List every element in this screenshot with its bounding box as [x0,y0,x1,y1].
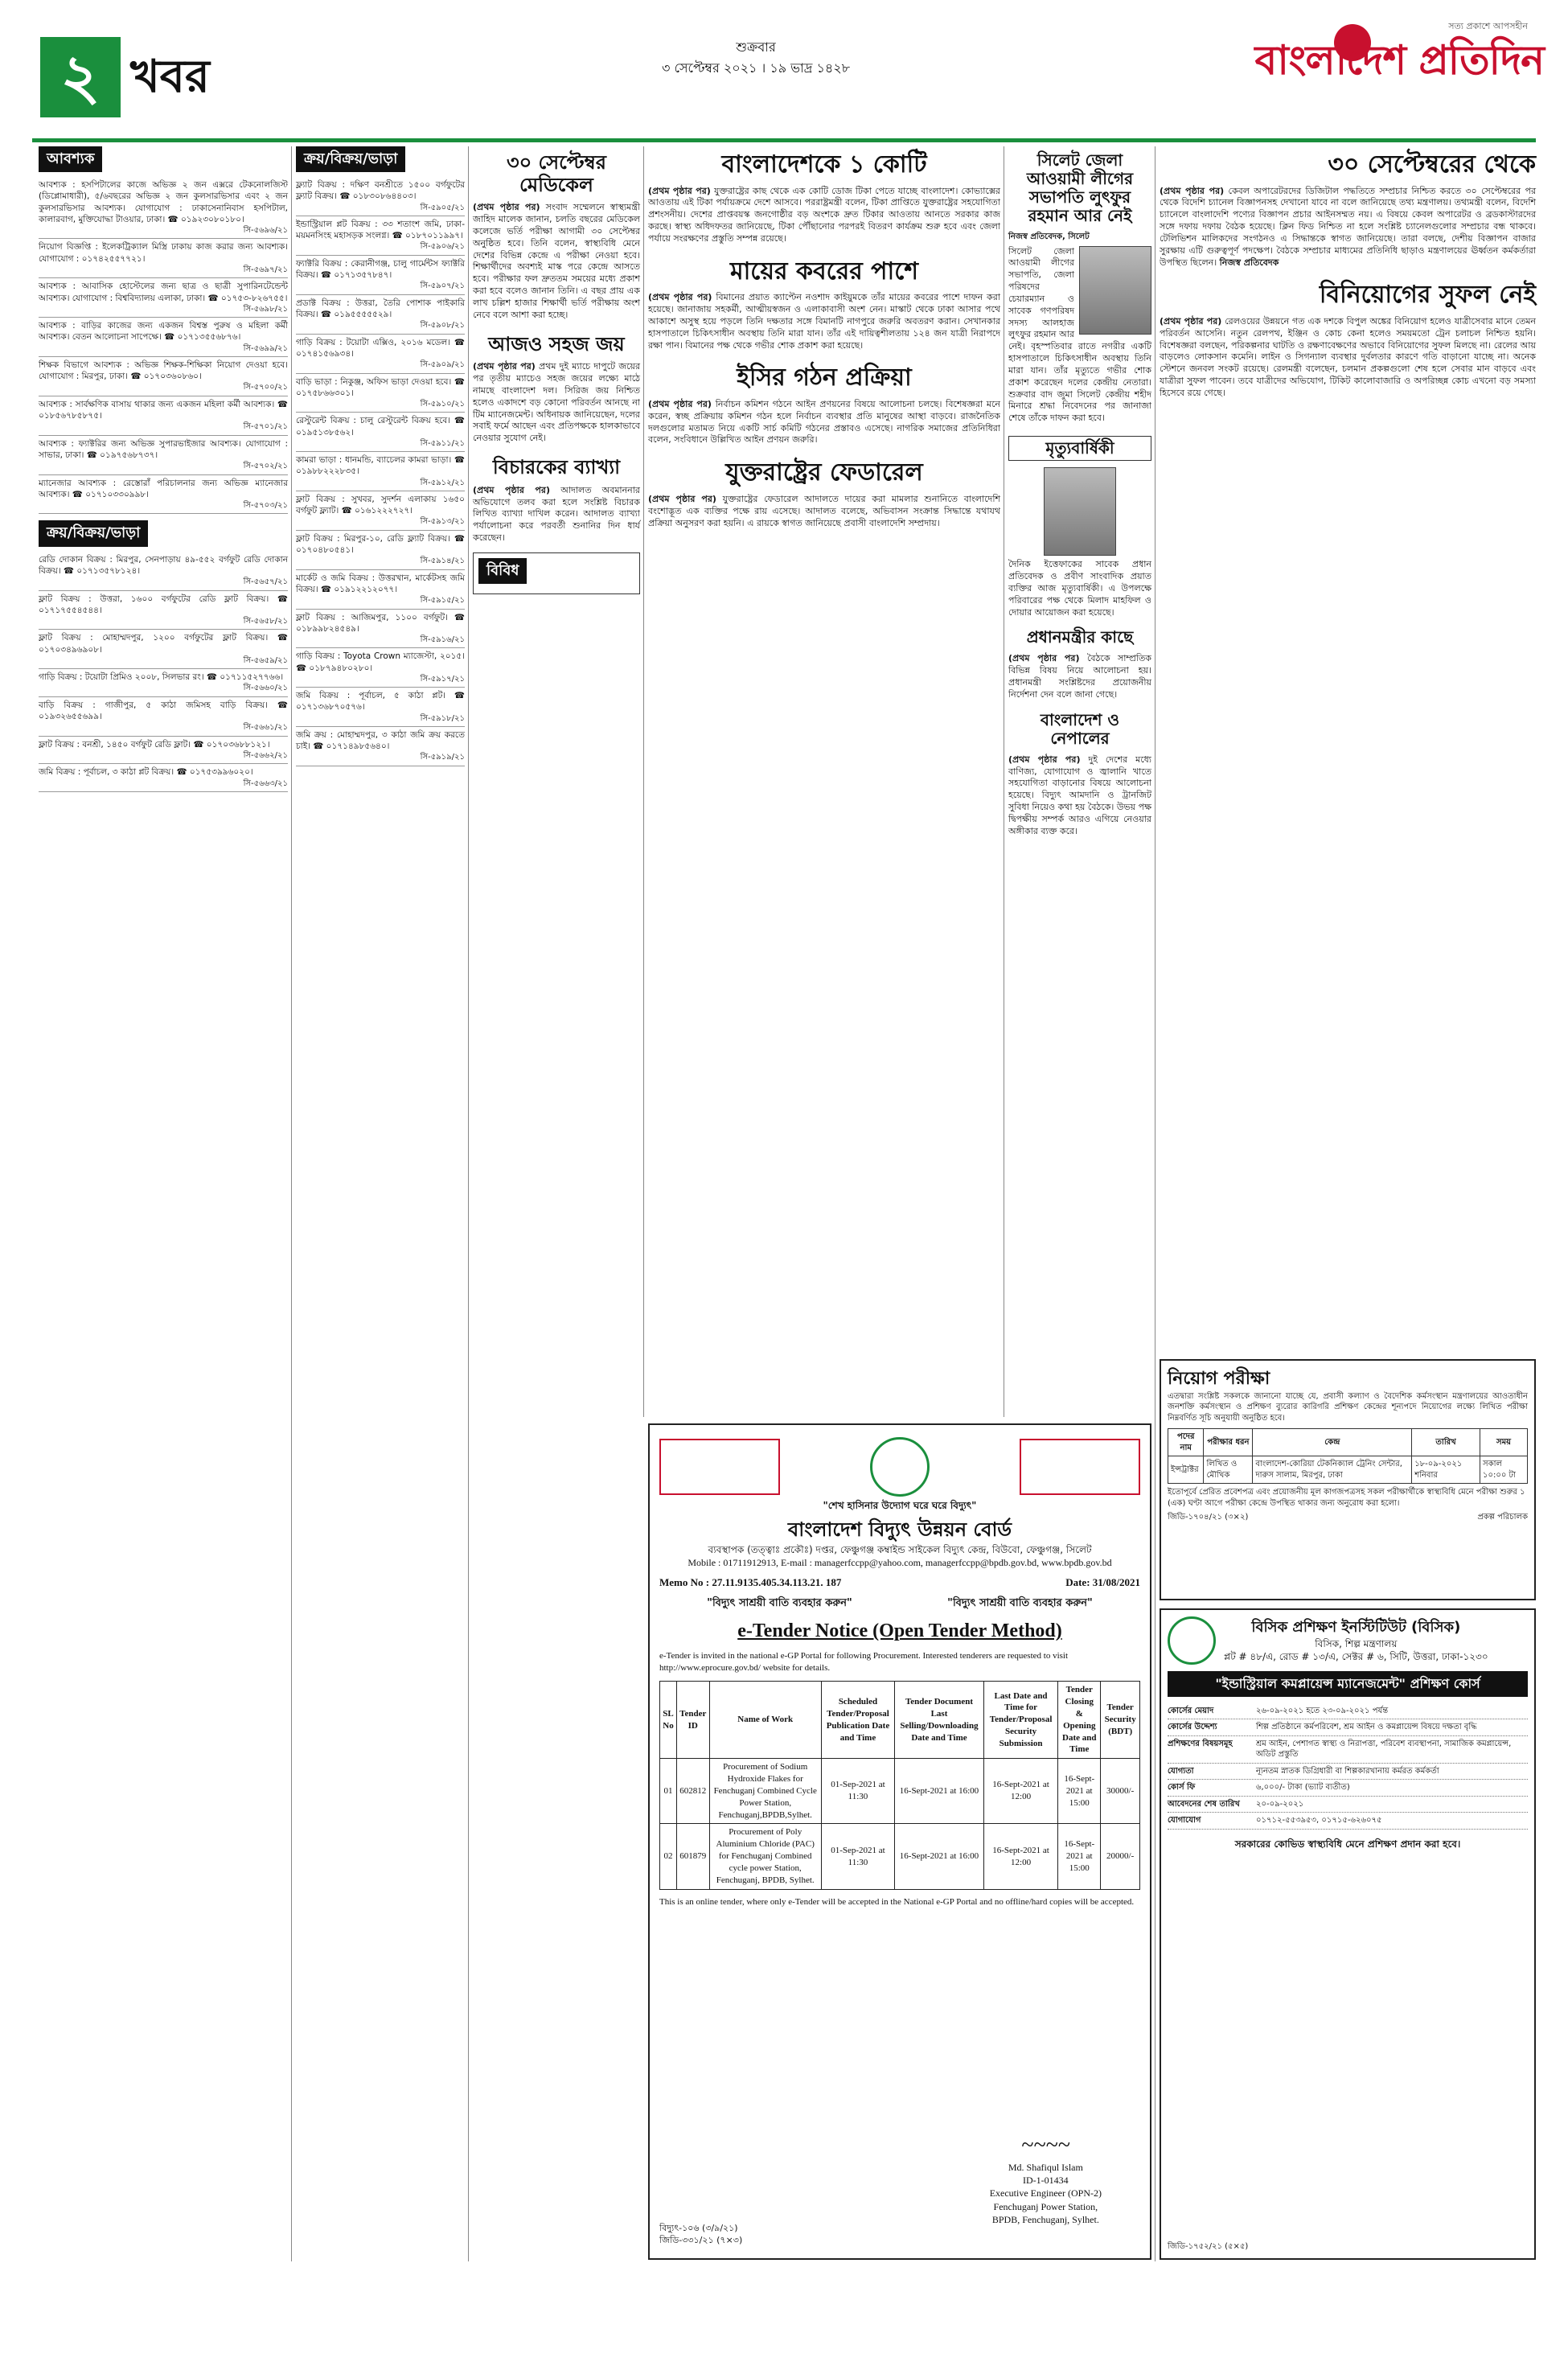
classified-text: রেডি দোকান বিক্রয় : মিরপুর, সেনপাড়ায় ৪৯-৫৫২ বর্গফুট রেডি দোকান বিক্রয়। ☎ ০১৭১৩৫৭৮১২৪। [39,554,288,576]
tender-logos [659,1435,1140,1499]
classified-code: সি-৫৯১৮/২১ [420,713,465,723]
classified-text: গাড়ি বিক্রয় : Toyota Crown ম্যাজেস্টা, ২০১৫। ☎ ০১৮৭৯৪৮০২৮০। [296,651,465,673]
tender-signer-addr: BPDB, Fenchuganj, Sylhet. [991,2213,1099,2225]
tender-org: বাংলাদেশ বিদ্যুৎ উন্নয়ন বোর্ড [787,1518,1012,1542]
tender-intro: e-Tender is invited in the national e-GP Portal for following Procurement. Interested tenderers are requested to visit http://www.eprocure.gov.bd/ website for details. [659,1651,1069,1674]
tender-cell: 602812 [677,1759,710,1824]
classified-code: সি-৫৭০৩/২১ [243,500,288,510]
classified-text: কামরা ভাড়া : ধানমন্ডি, ব্যাচেলর কামরা ভাড়া। ☎ ০১৯৮৮২২২৮৩৫। [296,455,465,477]
tender-date: Date: 31/08/2021 [1065,1575,1140,1588]
classified-text: গাড়ি বিক্রয় : টয়োটা প্রিমিও ২০০৮, সিলভার রং। ☎ ০১৭১১৫২৭৭৬৬। [39,672,284,683]
tender-memo-row [659,1575,1140,1590]
tender-slogan-right: "বিদ্যুৎ সাশ্রয়ী বাতি ব্যবহার করুন" [947,1596,1093,1609]
classified-ad [296,531,465,570]
classified-text: ফ্লাট বিক্রয় : মোহাম্মদপুর, ১২০০ বর্গফুটের ফ্লাট বিক্রয়। ☎ ০১৭০৩৪৯৬৯০৮। [39,633,288,655]
tender-cell: 02 [660,1824,677,1889]
classifieds-column-2 [296,146,465,766]
recruit-signer: প্রকল্প পরিচালক [1477,1513,1528,1522]
tender-signer-org: Fenchuganj Power Station, [993,2200,1098,2212]
story-body-sylhet: সিলেট জেলা আওয়ামী লীগের সভাপতি, জেলা পরিষদের চেয়ারম্যান ও সাবেক গণপরিষদ সদস্য আলহাজ লুৎফুর রহমান আর নেই। বৃহস্পতিবার রাতে নগরীর একটি হাসপাতালে চিকিৎসাধীন অবস্থায় তিনি মারা যান। তাঁর মৃত্যুতে গভীর শোক প্রকাশ করেছেন দলের কেন্দ্রীয় নেতারা। শুক্রবার বাদ জুমা সিলেট কেন্দ্রীয় শহীদ মিনারে শ্রদ্ধা নিবেদনের পর জানাজা শেষে তাঁকে দাফন করা হবে। [1008,245,1151,424]
story-column-3 [473,146,640,594]
classified-ad [39,475,288,515]
bscic-subtitle: বিসিক, শিল্প মন্ত্রণালয় [1315,1637,1398,1649]
brand [1254,21,1544,87]
story-body-vaccine: (প্রথম পৃষ্ঠার পর) যুক্তরাষ্ট্রের কাছ থেকে এক কোটি ডোজ টিকা পেতে যাচ্ছে বাংলাদেশ। কোভ্যাক্সের আওতায় এই টিকা পর্যায়ক্রমে দেশে আসবে। পররাষ্ট্রমন্ত্রী বলেন, টিকা প্রাপ্তিতে যুক্তরাষ্ট্রের সহযোগিতা প্রশংসনীয়। দেশের প্রাপ্তবয়স্ক জনগোষ্ঠীর বড় অংশকে দ্রুত টিকার আওতায় আনতে সরকার কাজ করছে। স্বাস্থ্য অধিদফতর জানিয়েছে, টিকা পৌঁছানোর পরপরই বিতরণ কার্যক্রম শুরু হবে এবং জেলা পর্যায়ে সংরক্ষণের প্রস্তুতি সম্পন্ন রয়েছে। [648,185,1000,244]
story-body-medical: (প্রথম পৃষ্ঠার পর) সংবাদ সম্মেলনে স্বাস্থ্যমন্ত্রী জাহিদ মালেক জানান, চলতি বছরের মেডিকেল কলেজে ভর্তি পরীক্ষা আগামী ৩০ সেপ্টেম্বর অনুষ্ঠিত হবে। তিনি বলেন, স্বাস্থ্যবিধি মেনে দেশের বিভিন্ন কেন্দ্রে এ পরীক্ষা নেওয়া হবে। শিক্ষার্থীদের অবশ্যই মাস্ক পরে কেন্দ্রে আসতে হবে। পরীক্ষার ফল দ্রুততম সময়ের মধ্যে প্রকাশ করা হবে বলেও জানান তিনি। এ বছর প্রায় এক লাখ চল্লিশ হাজার শিক্ষার্থী ভর্তি পরীক্ষায় অংশ নেবে বলে আশা করা হচ্ছে। [473,202,640,320]
classified-text: আবশ্যক : ফ্যাক্টরির জন্য অভিজ্ঞ সুপারভাইজার আবশ্যক। যোগাযোগ : সাভার, ঢাকা। ☎ ০১৯৭৫৬৮৭৩৭। [39,438,288,460]
recruit-cell: লিখিত ও মৌখিক [1204,1456,1253,1484]
classified-text: শিক্ষক বিভাগে আবশ্যক : অভিজ্ঞ শিক্ষক-শিক্ষিকা নিয়োগ দেওয়া হবে। যোগাযোগ : মিরপুর, ঢাকা। ☎ ০১৭০৩৬০৮৬০। [39,360,288,382]
bscic-row-label: কোর্সের মেয়াদ [1168,1706,1214,1715]
classified-ad [296,177,465,216]
story-title-judge: বিচারকের ব্যাখ্যা [492,455,621,479]
tender-signer-title: Executive Engineer (OPN-2) [989,2187,1102,2199]
tender-cell: 16-Sept-2021 at 12:00 [983,1759,1057,1824]
classified-text: ফ্লাট বিক্রয় : সুখবর, সুদর্শন এলাকায় ১৬৫০ বর্গফুট ফ্ল্যাট। ☎ ০১৬১২২২৭২৭। [296,495,465,516]
bscic-row [1168,1764,1528,1780]
classified-code: সি-৫৯১১/২১ [420,438,465,448]
classified-code: সি-৫৬৬০/২১ [243,684,288,693]
bscic-address: প্লট # ৪৮/এ, রোড # ১৩/এ, সেক্টর # ৬, সিটি, উত্তরা, ঢাকা-১২৩০ [1224,1651,1488,1663]
classified-code: সি-৫৬৫৯/২১ [243,655,288,665]
classified-text: বাড়ি ভাড়া : নিকুঞ্জ, অফিস ভাড়া দেওয়া হবে। ☎ ০১৭৫৮৬৬৩০১। [296,376,465,398]
bscic-row-value: শিল্প প্রতিষ্ঠানে কর্মপরিবেশ, শ্রম আইন ও কমপ্লায়েন্স বিষয়ে দক্ষতা বৃদ্ধি [1256,1723,1477,1732]
story-column-6 [1008,146,1151,838]
recruit-table-row [1168,1456,1528,1484]
bscic-row [1168,1736,1528,1764]
bscic-row-value: ৬,০০০/- টাকা (ভ্যাট ব্যতীত) [1256,1783,1350,1793]
classified-ad [296,610,465,649]
tender-cell: 20000/- [1101,1824,1140,1889]
tender-notice [648,1423,1151,2260]
tender-column-header: Tender Security (BDT) [1101,1682,1140,1759]
classified-ad [39,669,288,697]
bscic-course: "ইন্ডাস্ট্রিয়াল কমপ্লায়েন্স ম্যানেজমেন্ট" প্রশিক্ষণ কোর্স [1168,1671,1528,1697]
classified-code: সি-৫৭০১/২১ [243,422,288,432]
recruit-table-header [1168,1429,1528,1456]
tender-memo: Memo No : 27.11.9135.405.34.113.21. 187 [659,1575,842,1588]
classified-code: সি-৫৬৯৬/২১ [243,225,288,235]
story-body-cricket: (প্রথম পৃষ্ঠার পর) প্রথম দুই ম্যাচে দাপুটে জয়ের পর তৃতীয় ম্যাচেও সহজ জয়ের লক্ষ্যে মাঠে নামছে বাংলাদেশ দল। সিরিজ জয় নিশ্চিত হলেও একাদশে বড় কোনো পরিবর্তন আনছে না টিম ম্যানেজমেন্ট। অধিনায়ক জানিয়েছেন, দলের সবাই ফর্মে আছেন এবং প্রতিপক্ষকে হালকাভাবে নেওয়ার সুযোগ নেই। [473,361,640,444]
recruit-title: নিয়োগ পরীক্ষা [1168,1368,1270,1389]
bscic-row-label: যোগ্যতা [1168,1766,1194,1776]
classified-text: আবশ্যক : বাড়ির কাজের জন্য একজন বিশ্বস্ত পুরুষ ও মহিলা কর্মী আবশ্যক। বেতন আলোচনা সাপেক্ষে। ☎ ০১৭১৩৫৫৬৮৭৬। [39,321,288,343]
classified-code: সি-৫৬৬২/২১ [243,750,288,760]
tender-column-header: Tender Document Last Selling/Downloading Date and Time [895,1682,984,1759]
tender-cell: 01-Sep-2021 at 11:30 [821,1824,894,1889]
tender-column-header: Tender Closing & Opening Date and Time [1058,1682,1101,1759]
misc-box [473,552,640,594]
classified-ad [39,591,288,630]
classified-text: জমি বিক্রয় : পূর্বাচল, ৩ কাঠা প্লট বিক্রয়। ☎ ০১৭৫৩৯৯৬০২০। [39,767,253,778]
bscic-row-label: আবেদনের শেষ তারিখ [1168,1799,1240,1809]
bscic-row [1168,1813,1528,1830]
classified-code: সি-৫৯১৯/২১ [420,753,465,762]
classified-ad [296,491,465,531]
tender-row [660,1824,1140,1889]
recruit-column-header: পরীক্ষার ধরন [1204,1429,1253,1456]
date: ৩ সেপ্টেম্বর ২০২১ । ১৯ ভাদ্র ১৪২৮ [661,60,851,76]
story-column-7 [1160,146,1536,400]
tender-column-header: Tender ID [677,1682,710,1759]
classified-ad [39,436,288,475]
anniv-photo [1044,467,1116,556]
mujib-year-logo-icon [659,1439,780,1495]
bscic-row [1168,1703,1528,1720]
classified-text: ইন্ডাস্ট্রিয়াল প্লট বিক্রয় : ৩৩ শতাংশ জমি, ঢাকা-ময়মনসিংহ মহাসড়ক সংলগ্ন। ☎ ০১৮৭০১১৯৯৭। [296,220,465,241]
brand-tagline: সত্য প্রকাশে আপসহীন [1448,21,1528,31]
classified-text: ফ্যাক্টরি বিক্রয় : কেরানীগঞ্জ, চালু গার্মেন্টস ফ্যাক্টরি বিক্রয়। ☎ ০১৭১৩৫৭৮৪৭। [296,258,465,281]
story-body-us-federal: (প্রথম পৃষ্ঠার পর) যুক্তরাষ্ট্রের ফেডারেল আদালতে দায়ের করা মামলার শুনানিতে বাংলাদেশি বংশোদ্ভূত এক ব্যক্তির পক্ষে রায় এসেছে। আদালত বলেছে, অভিবাসন সংক্রান্ত সিদ্ধান্তে যথাযথ প্রক্রিয়া অনুসরণ করা হয়নি। এ রায়কে স্বাগত জানিয়েছে প্রবাসী বাংলাদেশি সম্প্রদায়। [648,493,1000,528]
recruit-cell: ১৮-০৯-২০২১ শনিবার [1412,1456,1480,1484]
classified-code: সি-৫৭০২/২১ [243,462,288,471]
column-rule [468,146,469,2261]
classifieds-column-1 [39,146,288,792]
classified-code: সি-৫৯১০/২১ [420,399,465,409]
tender-cell: 01-Sep-2021 at 11:30 [821,1759,894,1824]
story-title-investment: বিনিয়োগের সুফল নেই [1319,281,1536,310]
story-title-pm: প্রধানমন্ত্রীর কাছে [1026,627,1134,647]
story-byline-sylhet: নিজস্ব প্রতিবেদক, সিলেট [1008,232,1090,241]
recruit-cell: সকাল ১০:০০ টা [1480,1456,1528,1484]
recruit-cell: বাংলাদেশ-কোরিয়া টেকনিক্যাল ট্রেনিং সেন্টার, দারুস সালাম, মিরপুর, ঢাকা [1253,1456,1412,1484]
classified-ad [296,295,465,335]
classified-code: সি-৫৬৯৯/২১ [243,343,288,353]
classified-ad [296,727,465,766]
classified-head-needed: আবশ্যক [39,146,102,172]
classified-ad [296,452,465,491]
bscic-row [1168,1719,1528,1736]
tender-table-header [660,1682,1140,1759]
classified-head-sale-2: ক্রয়/বিক্রয়/ভাড়া [296,146,405,172]
classified-text: জমি ক্রয় : মোহাম্মদপুর, ৩ কাঠা জমি ক্রয় করতে চাই। ☎ ০১৭১৪৯৮৫৬৪০। [296,730,465,752]
classified-ad [39,177,288,239]
classified-text: আবশ্যক : হসপিটালের কাজে অভিজ্ঞ ২ জন এক্সরে টেকনোলজিস্ট (ডিপ্লোমাধারী), ৫/৬বছরের অভিজ্ঞ ২ জন কুলসারভিসার এবং ২ জন কুলসারভিসার আবশ্যক। যোগাযোগ : ঢাকাসেনানিবাস হসপিটাল, কালারবাগ, মুক্তিযোদ্ধা টাওয়ার, ঢাকা। ☎ ০১৯২৩০৮০১৮০। [39,180,288,224]
tender-cell: 16-Sept-2021 at 16:00 [895,1824,984,1889]
story-title-anniv: মৃত্যুবার্ষিকী [1008,436,1151,461]
tender-slogan-left: "বিদ্যুৎ সাশ্রয়ী বাতি ব্যবহার করুন" [707,1596,852,1609]
story-title-grave: মায়ের কবরের পাশে [729,257,919,285]
tender-cell: 16-Sept-2021 at 15:00 [1058,1759,1101,1824]
classified-code: সি-৫৯০৭/২১ [420,281,465,291]
classified-list-needed [39,177,288,514]
portrait-photo [1079,246,1151,335]
tender-cell: Procurement of Poly Aluminium Chloride (PAC) for Fenchuganj Combined cycle power Station, Fenchuganj, BPDB, Sylhet. [709,1824,821,1889]
story-body-nepal: (প্রথম পৃষ্ঠার পর) দুই দেশের মধ্যে বাণিজ্য, যোগাযোগ ও জ্বালানি খাতে সহযোগিতা বাড়ানোর বিষয়ে আলোচনা হয়েছে। বিদ্যুৎ আমদানি ও ট্রানজিট সুবিধা নিয়েও কথা হয় বৈঠকে। উভয় পক্ষ দ্বিপক্ষীয় সম্পর্ক আরও এগিয়ে নেওয়ার অঙ্গীকার ব্যক্ত করে। [1008,754,1151,836]
recruit-footer [1168,1512,1528,1523]
tender-signer: Md. Shafiqul Islam [1008,2162,1083,2174]
tender-column-header: Scheduled Tender/Proposal Publication Date and Time [821,1682,894,1759]
recruit-cell: ইন্সট্রাক্টর [1168,1456,1204,1484]
classified-head-sale: ক্রয়/বিক্রয়/ভাড়া [39,520,148,546]
classified-ad [39,239,288,278]
tender-slogans [659,1596,1140,1611]
story-title-sylhet: সিলেট জেলা আওয়ামী লীগের সভাপতি লুৎফুর রহমান আর নেই [1026,150,1134,225]
column-rule [643,146,644,1417]
tender-gd: জিডি-৩৩১/২১ (৭×৩) [659,2235,743,2246]
bscic-row [1168,1797,1528,1813]
bscic-footer: সরকারের কোভিড স্বাস্থ্যবিধি মেনে প্রশিক্ষণ প্রদান করা হবে। [1234,1838,1461,1850]
misc-head: বিবিধ [478,558,527,584]
bscic-row-label: কোর্সের উদ্দেশ্য [1168,1723,1217,1732]
classified-code: সি-৫৯০৯/২১ [420,360,465,370]
bscic-row-label: যোগাযোগ [1168,1816,1201,1826]
classified-ad [39,764,288,792]
classified-text: ম্যানেজার আবশ্যক : রেস্তোরাঁ পরিচালনার জন্য অভিজ্ঞ ম্যানেজার আবশ্যক। ☎ ০১৭১০৩৩০৯৯৮। [39,478,288,499]
story-title-medical: ৩০ সেপ্টেম্বর মেডিকেল [506,150,607,196]
classified-ad [296,374,465,413]
bscic-rows [1168,1703,1528,1830]
story-title-cricket: আজও সহজ জয় [488,331,625,355]
bscic-gd: জিডি-১৭৫২/২১ (৫×৫) [1168,2241,1249,2251]
story-title-ec: ইসির গঠন প্রক্রিয়া [737,363,912,392]
section-name: খবর [130,50,210,103]
brand-name: বাংলাদেশ প্রতিদিন [1254,35,1544,84]
classified-code: সি-৫৯১৫/২১ [420,596,465,606]
column-rule [291,146,292,2261]
recruit-note: ইতোপূর্বে প্রেরিত প্রবেশপত্র এবং প্রয়োজনীয় মূল কাগজপত্রসহ সকল পরীক্ষার্থীকে স্বাস্থ্যবিধি মেনে পরীক্ষা শুরুর ১ (এক) ঘণ্টা আগে পরীক্ষা কেন্দ্রে উপস্থিত থাকার জন্য অনুরোধ করা হলো। [1168,1488,1525,1508]
classified-ad [296,648,465,688]
bscic-row-value: ২০-০৯-২০২১ [1256,1799,1304,1809]
bscic-head [1168,1616,1528,1665]
masthead [32,14,1544,135]
tender-cell: 16-Sept-2021 at 15:00 [1058,1824,1101,1889]
classified-ad [39,318,288,357]
classified-text: ফ্ল্যাট বিক্রয় : দক্ষিণ বনশ্রীতে ১৫০০ বর্গফুটের ফ্ল্যাট বিক্রয়। ☎ ০১৮৩০৮৬৪৪০৩। [296,180,465,202]
classified-ad [296,335,465,374]
classified-code: সি-৫৬৯৭/২১ [243,265,288,274]
page-number: ২ [40,37,121,117]
classified-ad [39,737,288,765]
recruit-body: এতদ্বারা সংশ্লিষ্ট সকলকে জানানো যাচ্ছে যে, প্রবাসী কল্যাণ ও বৈদেশিক কর্মসংস্থান মন্ত্রণালয়ের আওতাধীন জনশক্তি কর্মসংস্থান ও প্রশিক্ষণ ব্যুরোর কারিগরি প্রশিক্ষণ কেন্দ্রের শূন্যপদে নিয়োগের লক্ষ্যে লিখিত পরীক্ষা নিম্নবর্ণিত সূচি অনুযায়ী অনুষ্ঠিত হবে। [1168,1391,1528,1423]
tender-row [660,1759,1140,1824]
tender-cell: 16-Sept-2021 at 16:00 [895,1759,984,1824]
tender-cell: Procurement of Sodium Hydroxide Flakes for Fenchuganj Combined Cycle Power Station, Fenchuganj,BPDB,Sylhet. [709,1759,821,1824]
tender-cell: 601879 [677,1824,710,1889]
tender-table [659,1681,1140,1890]
tender-contact: Mobile : 01711912913, E-mail : managerfccpp@yahoo.com, managerfccpp@bpdb.gov.bd, www.bpdb.gov.bd [688,1556,1112,1568]
recruit-table [1168,1428,1528,1484]
classified-code: সি-৫৯১৪/২১ [420,557,465,566]
classified-ad [296,413,465,452]
classified-code: সি-৫৭০০/২১ [243,383,288,392]
recruit-column-header: পদের নাম [1168,1429,1204,1456]
classified-ad [39,278,288,318]
bscic-row-value: শ্রম আইন, পেশাগত স্বাস্থ্য ও নিরাপত্তা, পরিবেশ ব্যবস্থাপনা, সামাজিক কমপ্লায়েন্স, অডিট প্রস্তুতি [1256,1739,1512,1760]
classified-ad [296,570,465,610]
story-body-grave: (প্রথম পৃষ্ঠার পর) বিমানের প্রয়াত ক্যাপ্টেন নওশাদ কাইয়ুমকে তাঁর মায়ের কবরের পাশে দাফন করা হয়েছে। জানাজায় সহকর্মী, আত্মীয়স্বজন ও এলাকাবাসী অংশ নেন। মাস্কাট থেকে ঢাকা আসার পথে আকাশে অসুস্থ হয়ে পড়লে তিনি দক্ষতার সঙ্গে বিমানটি নাগপুরে জরুরি অবতরণ করান। সেখানকার হাসপাতালে চিকিৎসাধীন অবস্থায় তিনি মারা যান। তাঁর এই দায়িত্বশীলতায় ১২৪ জন যাত্রী নিরাপদে রক্ষা পান। বিমানের পক্ষ থেকে গভীর শোক প্রকাশ করা হয়েছে। [648,292,1000,351]
classified-ad [39,697,288,737]
classified-text: নিয়োগ বিজ্ঞপ্তি : ইলেকট্রিক্যাল মিস্ত্রি ঢাকায় কাজ করার জন্য আবশ্যক। যোগাযোগ : ০১৭৪২৫৫৭৭২১। [39,242,288,264]
bscic-row [1168,1780,1528,1797]
tender-column-header: Name of Work [709,1682,821,1759]
tender-cell: 30000/- [1101,1759,1140,1824]
story-body-anniv: দৈনিক ইত্তেফাকের সাবেক প্রধান প্রতিবেদক ও প্রবীণ সাংবাদিক প্রয়াত ব্যক্তির আজ মৃত্যুবার্ষিকী। এ উপলক্ষে পরিবারের পক্ষ থেকে মিলাদ মাহফিল ও দোয়ার আয়োজন করা হয়েছে। [1008,559,1151,618]
classified-ad [39,552,288,591]
classified-ad [39,396,288,436]
tender-address: ব্যবস্থাপক (তত্ত্বাঃ প্রকৌঃ) দপ্তর, ফেঞ্চুগঞ্জ কম্বাইন্ড সাইকেল বিদ্যুৎ কেন্দ্র, বিউবো, ফেঞ্চুগঞ্জ, সিলেট [708,1543,1092,1555]
tender-signer-id: ID-1-01434 [1023,2175,1069,2187]
classified-text: ফ্লাট বিক্রয় : আজিমপুর, ১১০০ বর্গফুট। ☎ ০১৮৯৯৮২৪৫৪৯। [296,612,465,634]
bscic-row-label: প্রশিক্ষণের বিষয়সমূহ [1168,1739,1233,1748]
classified-ad [39,630,288,669]
story-title-nepal: বাংলাদেশ ও নেপালের [1040,709,1120,748]
classified-code: সি-৫৬৯৮/২১ [243,304,288,314]
tender-notice-title: e-Tender Notice (Open Tender Method) [737,1620,1062,1642]
bscic-ad [1160,1608,1536,2260]
story-body-pm: (প্রথম পৃষ্ঠার পর) বৈঠকে সাম্প্রতিক বিভিন্ন বিষয় নিয়ে আলোচনা হয়। প্রধানমন্ত্রী সংশ্লিষ্টদের প্রয়োজনীয় নির্দেশনা দেন বলে জানা গেছে। [1008,653,1151,700]
tender-cell: 16-Sept-2021 at 12:00 [983,1824,1057,1889]
classified-text: আবশ্যক : আবাসিক হোস্টেলের জন্য ছাত্র ও ছাত্রী সুপারিনটেন্ডেন্ট আবশ্যক। যোগাযোগ : বিশ্ববিদ্যালয় এলাকা, ঢাকা। ☎ ০১৭৫৩-৮২৬৭৫৫। [39,281,288,303]
story-title-vaccine: বাংলাদেশকে ১ কোটি [721,150,927,179]
classified-code: সি-৫৯০৮/২১ [420,321,465,331]
classified-text: প্রডাক্ট বিক্রয় : উত্তরা, তৈরি পোশাক পাইকারি বিক্রয়। ☎ ০১৯৫৫৫৫৫২৯। [296,298,465,319]
bscic-title: বিসিক প্রশিক্ষণ ইনস্টিটিউট (বিসিক) [1251,1618,1461,1636]
bscic-row-value: ০১৭১২-৫৫৩৯৫৩, ০১৭১৫-৬২৬০৭৫ [1256,1816,1382,1826]
classified-text: আবশ্যক : সার্বক্ষণিক বাসায় থাকার জন্য একজন মহিলা কর্মী আবশ্যক। ☎ ০১৮৫৬৭৮৫৮৭৫। [39,399,288,421]
classified-code: সি-৫৯১৬/২১ [420,635,465,644]
classified-text: মার্কেট ও জমি বিক্রয় : উত্তরখান, মার্কেটসহ জমি বিক্রয়। ☎ ০১৯১২২১২০৭৭। [296,573,465,594]
tender-outro: This is an online tender, where only e-Tender will be accepted in the National e-GP Portal and no offline/hard copies will be accepted. [659,1896,1135,1907]
bpdb-logo-icon [870,1437,930,1497]
classified-text: বাড়ি বিক্রয় : গাজীপুর, ৫ কাঠা জমিসহ বাড়ি বিক্রয়। ☎ ০১৯৩২৬৫৫৬৯৯। [39,700,288,722]
classified-code: সি-৫৯১২/২১ [420,478,465,487]
classified-list-sale [39,552,288,792]
story-title-us-federal: যুক্তরাষ্ট্রের ফেডারেল [725,458,923,487]
day: শুক্রবার [736,39,776,55]
classified-text: ফ্লাট বিক্রয় : মিরপুর-১০, রেডি ফ্ল্যাট বিক্রয়। ☎ ০১৭০৪৮০৫৪১। [296,533,465,556]
bscic-logo-icon [1168,1616,1216,1665]
classified-list-sale-2 [296,177,465,766]
tender-column-header: SL No [660,1682,677,1759]
mujib-borsho-logo-icon [1020,1439,1140,1495]
bscic-row-value: ২৬-০৯-২০২১ হতে ২৩-০৯-২০২১ পর্যন্ত [1256,1706,1389,1715]
classified-code: সি-৫৯০৬/২১ [420,242,465,252]
tender-slogan-top: "শেখ হাসিনার উদ্যোগ ঘরে ঘরে বিদ্যুৎ" [823,1500,977,1511]
classified-ad [39,357,288,396]
classified-code: সি-৫৯০৫/২১ [420,203,465,212]
classified-text: গাড়ি বিক্রয় : টয়োটা এক্সিও, ২০১৬ মডেল। ☎ ০১৭৪১৫৬৯৩৪। [296,337,465,359]
tender-table-body [660,1759,1140,1889]
bscic-row-value: ন্যূনতম স্নাতক ডিগ্রিধারী বা শিল্পকারখানায় কর্মরত কর্মকর্তা [1256,1766,1439,1776]
signature-mark-icon: ~~~~ [1021,2133,1070,2158]
tender-footer [659,2223,742,2247]
classified-text: ফ্লাট বিক্রয় : বনশ্রী, ১৪৫০ বর্গফুট রেডি ফ্লাট। ☎ ০১৭০৩৬৮৮১২১। [39,739,270,750]
classified-code: সি-৫৬৬১/২১ [243,723,288,733]
recruit-column-header: তারিখ [1412,1429,1480,1456]
classified-code: সি-৫৬৫৭/২১ [243,577,288,587]
header-rule [32,138,1536,142]
classified-ad [296,256,465,295]
classified-code: সি-৫৯১৩/২১ [420,517,465,527]
classified-ad [296,216,465,256]
tender-ref: বিদ্যুৎ-১০৬ (৩/৯/২১) [659,2223,738,2234]
classified-code: সি-৫৬৫৮/২১ [243,616,288,626]
tender-column-header: Last Date and Time for Tender/Proposal Security Submission [983,1682,1057,1759]
bscic-row-label: কোর্স ফি [1168,1783,1196,1793]
story-body-judge: (প্রথম পৃষ্ঠার পর) আদালত অবমাননার অভিযোগে তলব করা হলে সংশ্লিষ্ট বিচারক লিখিত ব্যাখ্যা দাখিল করেন। আদালত ব্যাখ্যা পর্যালোচনা করে পরবর্তী শুনানির দিন ধার্য করেছেন। [473,484,640,544]
recruit-column-header: কেন্দ্র [1253,1429,1412,1456]
dateline [595,37,917,78]
classified-code: সি-৫৬৬৩/২১ [243,778,288,788]
classified-code: সি-৫৯১৭/২১ [420,674,465,684]
story-body-investment: (প্রথম পৃষ্ঠার পর) রেলওয়ের উন্নয়নে গত এক দশকে বিপুল অঙ্কের বিনিয়োগ হলেও যাত্রীসেবার মানে তেমন পরিবর্তন আসেনি। নতুন রেলপথ, ইঞ্জিন ও কোচ কেনা হলেও সময়মতো ট্রেন চলাচল নিশ্চিত হয়নি। বিশেষজ্ঞরা বলছেন, পরিকল্পনার ঘাটতি ও রক্ষণাবেক্ষণের অভাবে বিনিয়োগের সুফল মিলছে না। রেলের আয় বাড়লেও লোকসান কমেনি। লাইন ও সিগন্যাল ব্যবস্থার দুর্বলতার কারণে গতি বাড়ানো যাচ্ছে না। অনেক স্টেশনে জনবল সংকট রয়েছে। রেলমন্ত্রী বলেছেন, চলমান প্রকল্পগুলো শেষ হলে সেবার মান বাড়বে এবং যাত্রীরা সুফল পাবেন। তবে যাত্রীদের অভিযোগ, টিকিট কালোবাজারি ও অপরিচ্ছন্ন কোচ এখনো বড় সমস্যা হিসেবে রয়ে গেছে। [1160,315,1536,398]
recruit-gd: জিডি-১৭০৪/২১ (৩×২) [1168,1513,1249,1522]
classified-text: জমি বিক্রয় : পূর্বাচল, ৫ কাঠা প্লট। ☎ ০১৭১৩৬৮৭০৫৭৬। [296,691,465,713]
classified-text: রেস্টুরেন্ট বিক্রয় : চালু রেস্টুরেন্ট বিক্রয় হবে। ☎ ০১৯৫১৩৮৫৬২। [296,416,465,437]
story-title-sept30: ৩০ সেপ্টেম্বরের থেকে [1328,150,1536,179]
recruitment-ad [1160,1359,1536,1600]
story-body-ec: (প্রথম পৃষ্ঠার পর) নির্বাচন কমিশন গঠনে আইন প্রণয়নের বিষয়ে আলোচনা চলছে। বিশেষজ্ঞরা মনে করেন, স্বচ্ছ প্রক্রিয়ায় কমিশন গঠন হলে নির্বাচন ব্যবস্থার প্রতি মানুষের আস্থা বাড়বে। রাজনৈতিক দলগুলোর মতামত নিয়ে একটি সার্চ কমিটি গঠনের প্রস্তাবও এসেছে। নাগরিক সমাজের প্রতিনিধিরা বলেন, সংবিধানে উল্লিখিত আইন প্রণয়ন জরুরি। [648,398,1000,446]
story-body-sept30: (প্রথম পৃষ্ঠার পর) কেবল অপারেটরদের ডিজিটাল পদ্ধতিতে সম্প্রচার নিশ্চিত করতে ৩০ সেপ্টেম্বরের পর থেকে বিদেশি চ্যানেল বিজ্ঞাপনসহ দেখানো যাবে না বলে জানিয়েছে তথ্য মন্ত্রণালয়। তথ্যমন্ত্রী বলেন, বিদেশি চ্যানেলে বাংলাদেশি পণ্যের বিজ্ঞাপন প্রচার আইনসম্মত নয়। এ বিষয়ে কেবল অপারেটর ও ব্রডকাস্টারদের সঙ্গে দফায় দফায় বৈঠক হয়েছে। ক্লিন ফিড নিশ্চিত না হলে সংশ্লিষ্ট চ্যানেলগুলোর সম্প্রচার বন্ধ থাকবে। টেলিভিশন মালিকদের সংগঠনও এ সিদ্ধান্তকে স্বাগত জানিয়েছে। তারা বলছে, দেশীয় বিজ্ঞাপন বাজার সুরক্ষায় এটি গুরুত্বপূর্ণ পদক্ষেপ। বৈঠকে সম্প্রচার মাধ্যমের প্রতিনিধি ছাড়াও মন্ত্রণালয়ের ঊর্ধ্বতন কর্মকর্তারা উপস্থিত ছিলেন। নিজস্ব প্রতিবেদক [1160,185,1537,268]
classified-ad [296,688,465,727]
tender-cell: 01 [660,1759,677,1824]
tender-signature [990,2130,1102,2226]
classified-text: ফ্লাট বিক্রয় : উত্তরা, ১৬০০ বর্গফুটের রেডি ফ্লাট বিক্রয়। ☎ ০১৭১৭৫৫৪৫৪৪। [39,594,288,615]
recruit-column-header: সময় [1480,1429,1528,1456]
story-column-4 [648,146,1000,529]
